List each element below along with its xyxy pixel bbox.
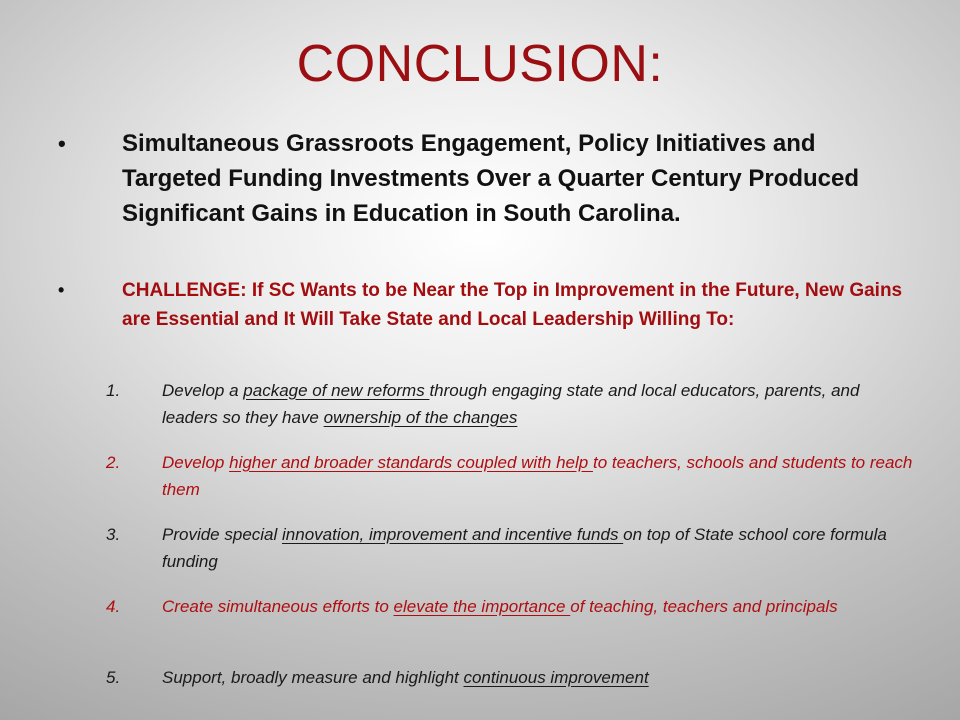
list-item: [106, 521, 914, 575]
bullet-challenge: [58, 276, 912, 334]
list-underlined-phrase: continuous improvement: [463, 668, 649, 687]
list-text: on top of State school core formula funding: [162, 525, 887, 571]
list-text: through engaging state and local educators, parents, and leaders so they have: [162, 381, 860, 427]
list-text: Provide special: [162, 525, 283, 544]
list-text: to teachers, schools and students to reach them: [162, 453, 913, 499]
list-number: 1.: [106, 381, 121, 400]
list-text: Develop a: [162, 381, 244, 400]
list-item: [106, 449, 914, 503]
list-text: Develop: [162, 453, 230, 472]
bullet-text: Simultaneous Grassroots Engagement, Policy Initiatives and Targeted Funding Investments Over a Quarter Century Produced Significant Gains in Education in South Carolina.: [122, 130, 860, 227]
list-underlined-phrase: innovation, improvement and incentive funds: [282, 525, 624, 544]
list-underlined-phrase: package of new reforms: [243, 381, 430, 400]
slide-title: CONCLUSION:: [296, 35, 664, 93]
list-number: 5.: [106, 668, 121, 687]
list-number: 2.: [106, 453, 121, 472]
list-item: [106, 664, 914, 691]
list-item: [106, 377, 914, 431]
list-number: 3.: [106, 525, 121, 544]
bullet-text: CHALLENGE: If SC Wants to be Near the Top in Improvement in the Future, New Gains are Essential and It Will Take State and Local Leadership Willing To:: [122, 280, 903, 330]
list-text: Create simultaneous efforts to: [162, 597, 394, 616]
list-underlined-phrase: higher and broader standards coupled with help: [229, 453, 593, 472]
bullet-marker: •: [58, 131, 66, 156]
list-item: [106, 593, 914, 620]
list-text: Support, broadly measure and highlight: [162, 668, 464, 687]
bullet-marker: •: [58, 280, 65, 300]
list-underlined-phrase: ownership of the changes: [323, 408, 518, 427]
bullet-conclusion: [58, 126, 912, 231]
list-number: 4.: [106, 597, 121, 616]
list-underlined-phrase: elevate the importance: [393, 597, 571, 616]
list-text: of teaching, teachers and principals: [570, 597, 838, 616]
